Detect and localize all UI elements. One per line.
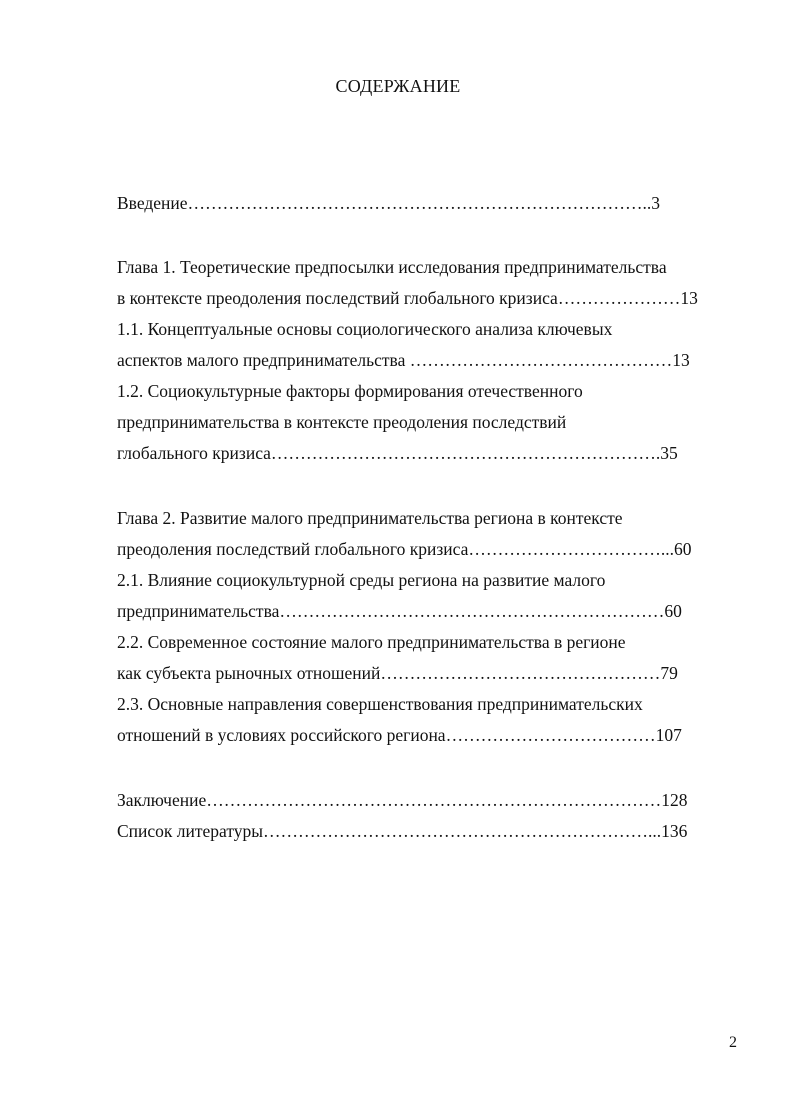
- toc-entry-chapter-2-line-2: преодоления последствий глобального кризиса……………………………...60: [117, 539, 692, 559]
- page-title: СОДЕРЖАНИЕ: [335, 76, 461, 96]
- toc-entry-section-2-1-line-1: 2.1. Влияние социокультурной среды региона на развитие малого: [117, 570, 606, 590]
- toc-entry-chapter-1-line-1: Глава 1. Теоретические предпосылки исследования предпринимательства: [117, 257, 667, 277]
- toc-entry-conclusion: Заключение……………………………………………………………………128: [117, 790, 688, 810]
- toc-entry-introduction: Введение……………………………………………………………………..3: [117, 193, 661, 213]
- toc-entry-section-2-1-line-2: предпринимательства…………………………………………………………60: [117, 601, 682, 621]
- toc-entry-section-1-2-line-1: 1.2. Социокультурные факторы формирования отечественного: [117, 381, 583, 401]
- toc-entry-section-2-3-line-2: отношений в условиях российского региона………………………………107: [117, 725, 682, 745]
- toc-entry-section-2-2-line-1: 2.2. Современное состояние малого предпринимательства в регионе: [117, 632, 626, 652]
- page-number: 2: [729, 1034, 737, 1051]
- toc-entry-section-1-1-line-2: аспектов малого предпринимательства ………………………………………13: [117, 350, 690, 370]
- toc-entry-references: Список литературы…………………………………………………………...136: [117, 821, 688, 841]
- toc-entry-section-2-3-line-1: 2.3. Основные направления совершенствования предпринимательских: [117, 694, 643, 714]
- toc-entry-chapter-2-line-1: Глава 2. Развитие малого предпринимательства региона в контексте: [117, 508, 623, 528]
- toc-entry-section-1-2-line-2: предпринимательства в контексте преодоления последствий: [117, 412, 567, 432]
- toc-entry-section-2-2-line-2: как субъекта рыночных отношений…………………………………………79: [117, 663, 678, 683]
- toc-entry-chapter-1-line-2: в контексте преодоления последствий глобального кризиса…………………13: [117, 288, 698, 308]
- toc-entry-section-1-2-line-3: глобального кризиса………………………………………………………….35: [117, 443, 678, 463]
- toc-entry-section-1-1-line-1: 1.1. Концептуальные основы социологического анализа ключевых: [117, 319, 613, 339]
